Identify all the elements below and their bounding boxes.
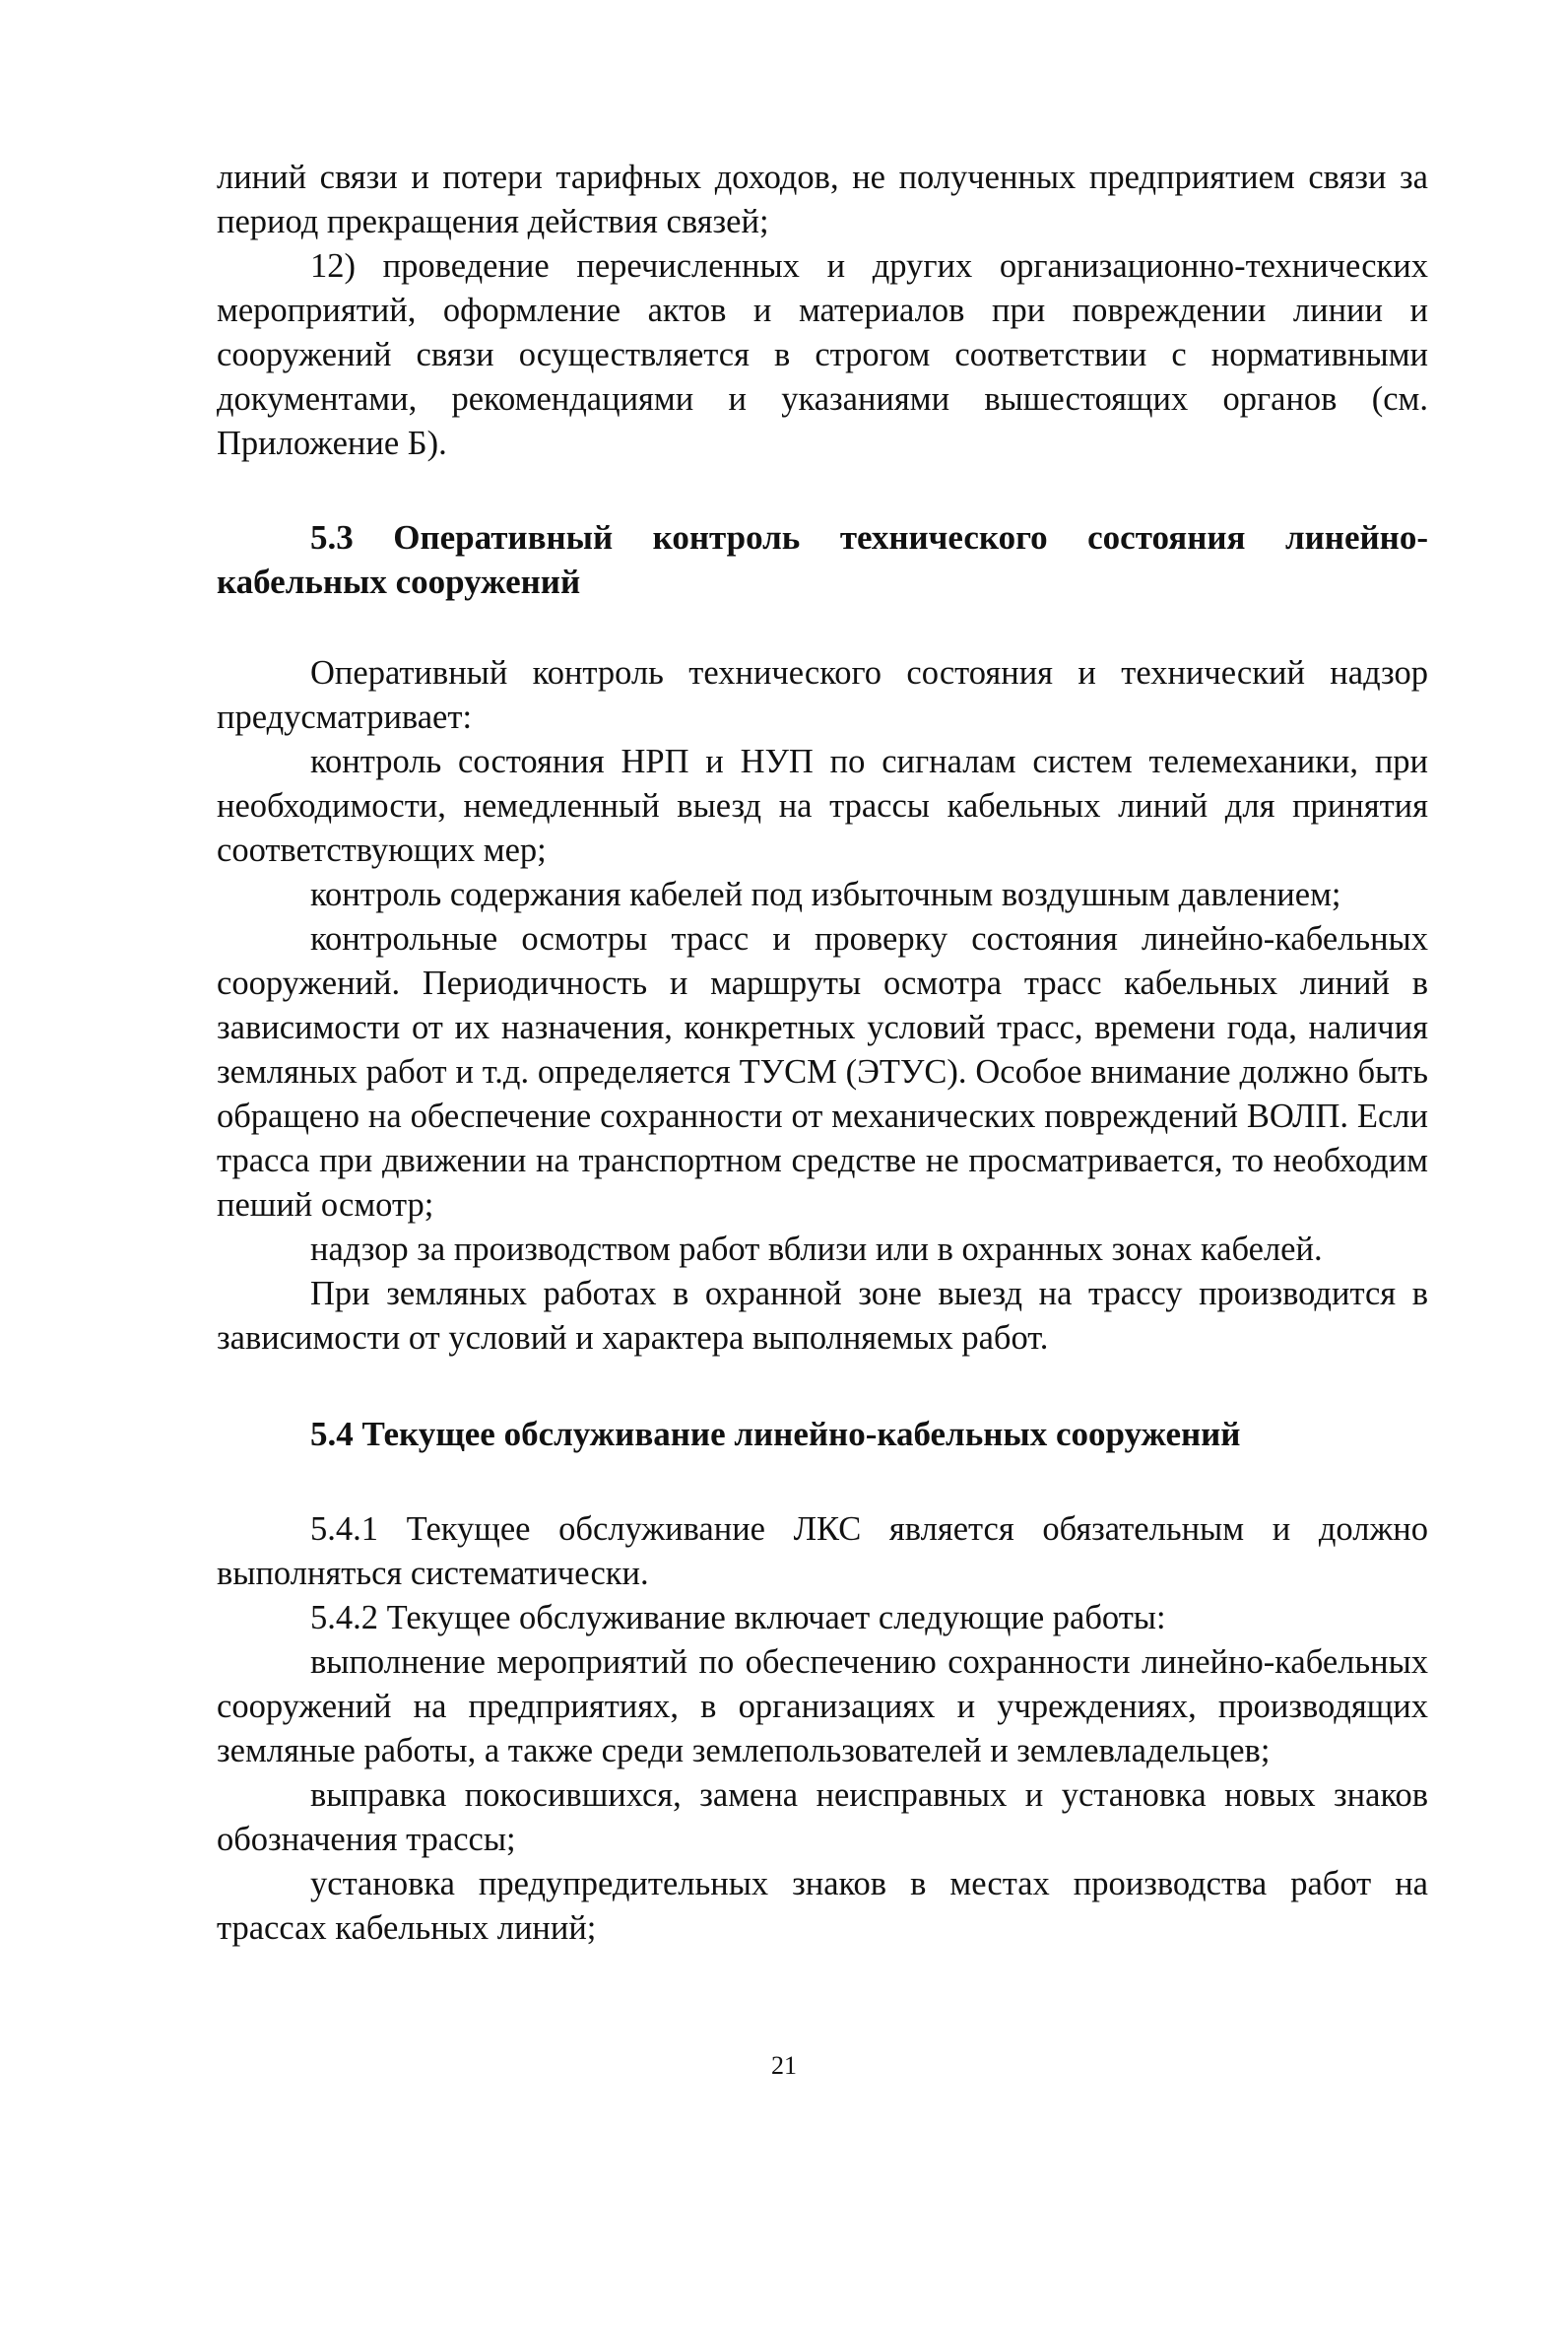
paragraph-5-3-item-2: контроль содержания кабелей под избыточным воздушным давлением; xyxy=(310,876,1341,913)
paragraph-5-3-item-4: надзор за производством работ вблизи или в охранных зонах кабелей. xyxy=(310,1231,1323,1268)
paragraph-5-4-1: 5.4.1 Текущее обслуживание ЛКС является обязательным и должно выполняться систематически. xyxy=(217,1510,1428,1592)
paragraph-5-3-item-1: контроль состояния НРП и НУП по сигналам систем телемеханики, при необходимости, немедленный выезд на трассы кабельных линий для принятия соответствующих мер; xyxy=(217,743,1428,869)
paragraph-5-3-intro: Оперативный контроль технического состояния и технический надзор предусматривает: xyxy=(217,654,1428,736)
paragraph-5-3-item-3: контрольные осмотры трасс и проверку состояния линейно-кабельных сооружений. Периодичность и маршруты осмотра трасс кабельных линий в зависимости от их назначения, конкретных условий трасс, времени года, наличия земляных работ и т.д. определяется ТУСМ (ЭТУС). Особое внимание должно быть обращено на обеспечение сохранности от механических повреждений ВОЛП. Если трасса при движении на транспортном средстве не просматривается, то необходим пеший осмотр; xyxy=(217,920,1428,1224)
paragraph-5-4-item-2: выправка покосившихся, замена неисправных и установка новых знаков обозначения трассы; xyxy=(217,1776,1428,1858)
paragraph-5-3-item-5: При земляных работах в охранной зоне выезд на трассу производится в зависимости от условий и характера выполняемых работ. xyxy=(217,1275,1428,1357)
paragraph-continuation: линий связи и потери тарифных доходов, не полученных предприятием связи за период прекращения действия связей; xyxy=(217,159,1428,240)
paragraph-5-4-item-1: выполнение мероприятий по обеспечению сохранности линейно-кабельных сооружений на предприятиях, в организациях и учреждениях, производящих земляные работы, а также среди землепользователей и землевладельцев; xyxy=(217,1643,1428,1769)
paragraph-5-4-item-3: установка предупредительных знаков в местах производства работ на трассах кабельных линий; xyxy=(217,1865,1428,1947)
document-page xyxy=(217,156,1428,1951)
paragraph-item-12: 12) проведение перечисленных и других организационно-технических мероприятий, оформление актов и материалов при повреждении линии и сооружений связи осуществляется в строгом соответствии с нормативными документами, рекомендациями и указаниями вышестоящих органов (см. Приложение Б). xyxy=(217,247,1428,462)
section-heading-5-4: 5.4 Текущее обслуживание линейно-кабельных сооружений xyxy=(310,1415,1241,1453)
page-number: 21 xyxy=(771,2051,797,2080)
paragraph-5-4-2: 5.4.2 Текущее обслуживание включает следующие работы: xyxy=(310,1599,1166,1636)
section-heading-5-3: 5.3 Оперативный контроль технического состояния линейно-кабельных сооружений xyxy=(217,518,1428,601)
